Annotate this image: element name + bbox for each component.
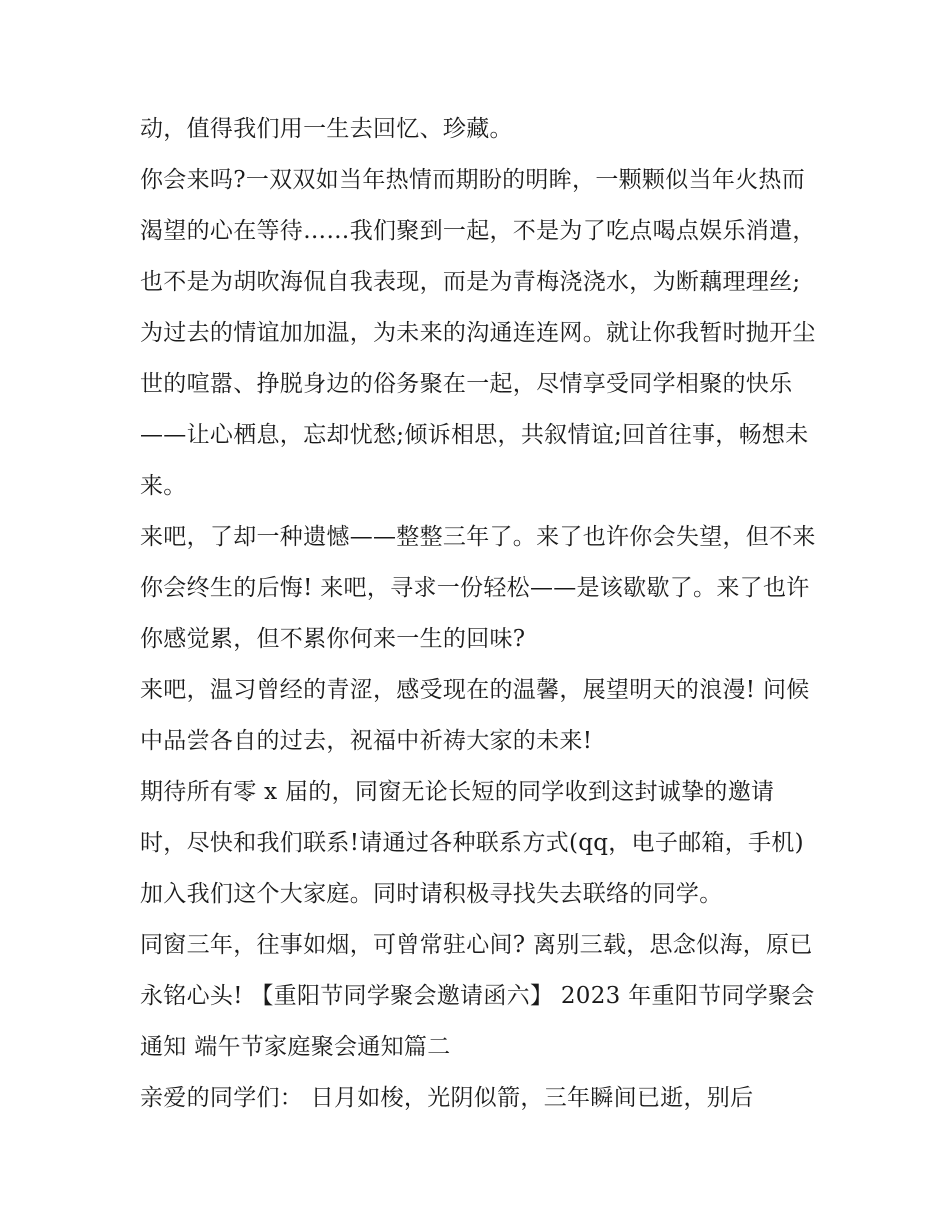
paragraph-continuation: 动，值得我们用一生去回忆、珍藏。 bbox=[140, 116, 513, 142]
paragraph-come-on-review: 来吧，温习曾经的青涩，感受现在的温馨，展望明天的浪漫! 问候中品尝各自的过去，祝福中祈祷大家的未来! bbox=[140, 677, 810, 754]
paragraph-dear-classmates: 亲爱的同学们： 日月如梭，光阴似箭，三年瞬间已逝，别后 bbox=[140, 1085, 754, 1111]
document-body bbox=[140, 104, 820, 1124]
paragraph-come-on-regret: 来吧，了却一种遗憾——整整三年了。来了也许你会失望，但不来你会终生的后悔! 来吧，寻求一份轻松——是该歇歇了。来了也许你感觉累，但不累你何来一生的回味? bbox=[140, 524, 816, 652]
paragraph-will-you-come: 你会来吗?一双双如当年热情而期盼的明眸，一颗颗似当年火热而渴望的心在等待……我们聚到一起，不是为了吃点喝点娱乐消遣，也不是为胡吹海侃自我表现，而是为青梅浇浇水，为断藕理理丝;为过去的情谊加加温，为未来的沟通连连网。就让你我暂时抛开尘世的喧嚣、挣脱身边的俗务聚在一起，尽情享受同学相聚的快乐——让心栖息，忘却忧愁;倾诉相思，共叙情谊;回首往事，畅想未来。 bbox=[140, 167, 816, 499]
paragraph-contact-request: 期待所有零 x 届的，同窗无论长短的同学收到这封诚挚的邀请时，尽快和我们联系!请通过各种联系方式(qq，电子邮箱，手机)加入我们这个大家庭。同时请积极寻找失去联络的同学。 bbox=[140, 779, 804, 907]
paragraph-three-years-classmates: 同窗三年，往事如烟，可曾常驻心间? 离别三载，思念似海，原已永铭心头! 【重阳节同学聚会邀请函六】 2023 年重阳节同学聚会通知 端午节家庭聚会通知篇二 bbox=[140, 932, 815, 1060]
